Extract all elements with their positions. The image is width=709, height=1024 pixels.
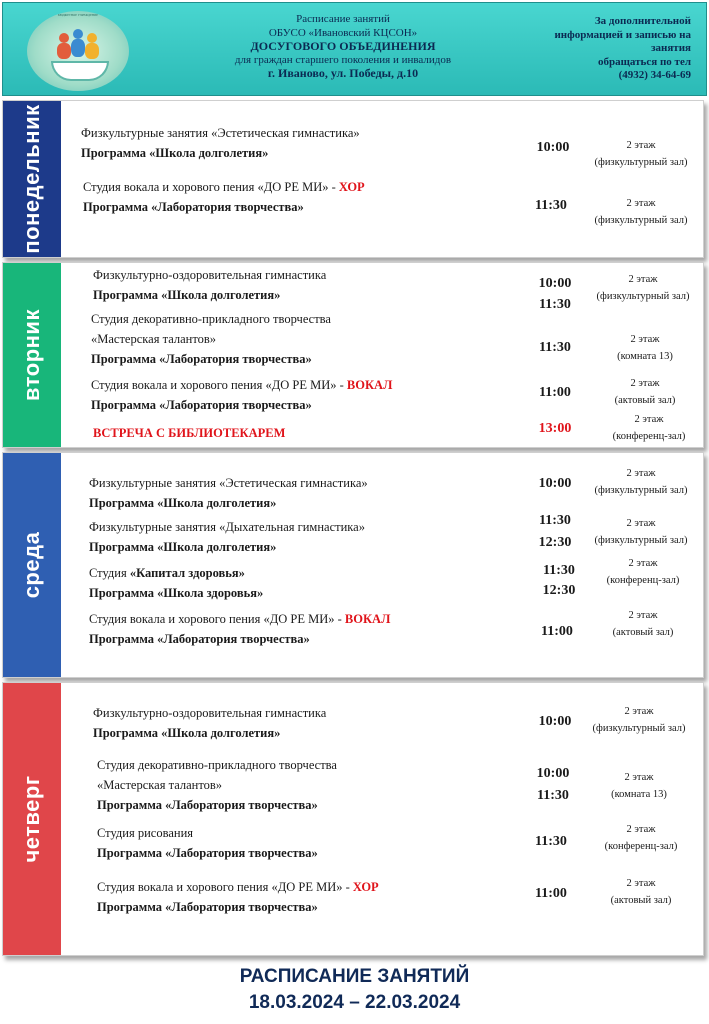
hands-icon bbox=[51, 61, 109, 81]
activity-title: Студия декоративно-прикладного творчества bbox=[91, 312, 331, 326]
activity-program: Программа «Лаборатория творчества» bbox=[91, 398, 312, 412]
activity-title: Студия рисования bbox=[97, 826, 194, 840]
org-line: ОБУСО «Ивановский КЦСОН» bbox=[268, 26, 418, 39]
location-floor: 2 этаж bbox=[626, 824, 656, 835]
schedule-title: РАСПИСАНИЕ ЗАНЯТИЙ bbox=[239, 966, 470, 987]
org-line: Расписание занятий bbox=[296, 13, 390, 25]
activity-time: 11:30 bbox=[539, 340, 571, 355]
activity-item bbox=[97, 877, 379, 917]
location-room: (физкультурный зал) bbox=[594, 485, 688, 496]
schedule-footer bbox=[0, 964, 709, 1016]
activity-item bbox=[93, 265, 326, 305]
activity-time: 12:30 bbox=[542, 583, 576, 598]
activity-location bbox=[585, 375, 705, 409]
activity-item bbox=[89, 517, 365, 557]
activity-location bbox=[579, 703, 699, 737]
activity-location bbox=[589, 411, 709, 445]
location-room: (комната 13) bbox=[617, 351, 673, 362]
kcson-logo bbox=[27, 11, 129, 91]
activity-time: 11:30 bbox=[535, 198, 567, 213]
activity-program: Программа «Школа долголетия» bbox=[93, 288, 281, 302]
location-floor: 2 этаж bbox=[626, 878, 656, 889]
location-floor: 2 этаж bbox=[624, 772, 654, 783]
activity-location bbox=[579, 769, 699, 803]
activity-location bbox=[581, 465, 701, 499]
day-panel-tuesday bbox=[2, 262, 704, 448]
contact-line: занятия bbox=[651, 42, 691, 54]
contact-line: За дополнительной bbox=[594, 15, 691, 27]
activity-program: Программа «Лаборатория творчества» bbox=[97, 798, 318, 812]
location-floor: 2 этаж bbox=[628, 610, 658, 621]
location-room: (актовый зал) bbox=[614, 395, 676, 406]
activity-title: Физкультурно-оздоровительная гимнастика bbox=[93, 706, 327, 720]
activity-title: Физкультурные занятия «Эстетическая гимнастика» bbox=[89, 476, 368, 490]
activity-time: 11:30 bbox=[539, 297, 571, 312]
activity-program: Программа «Лаборатория творчества» bbox=[97, 846, 318, 860]
activity-title: Студия вокала и хорового пения «ДО РЕ МИ» - bbox=[83, 180, 339, 194]
activity-item bbox=[97, 755, 337, 815]
activity-subtitle: «Мастерская талантов» bbox=[97, 778, 223, 792]
day-label: вторник bbox=[19, 309, 44, 401]
location-room: (конференц-зал) bbox=[604, 841, 678, 852]
activity-item bbox=[89, 473, 368, 513]
activity-time: 13:00 bbox=[538, 421, 572, 436]
contact-line: обращаться по тел bbox=[598, 55, 691, 68]
location-floor: 2 этаж bbox=[630, 334, 660, 345]
activity-program: Программа «Школа долголетия» bbox=[89, 540, 277, 554]
activity-time: 11:00 bbox=[539, 385, 571, 400]
activity-title: Студия вокала и хорового пения «ДО РЕ МИ» - bbox=[97, 880, 353, 894]
activity-time: 11:30 bbox=[535, 834, 567, 849]
activity-time: 10:00 bbox=[538, 714, 572, 729]
activity-tag: ВОКАЛ bbox=[346, 378, 393, 392]
activity-location bbox=[583, 607, 703, 641]
org-address: г. Иваново, ул. Победы, д.10 bbox=[267, 66, 419, 80]
location-room: (физкультурный зал) bbox=[594, 535, 688, 546]
day-panel-thursday bbox=[2, 682, 704, 956]
location-room: (физкультурный зал) bbox=[594, 157, 688, 168]
activity-item bbox=[89, 609, 390, 649]
activity-location bbox=[583, 555, 703, 589]
activity-item bbox=[91, 375, 392, 415]
activity-time: 10:00 bbox=[538, 276, 572, 291]
location-floor: 2 этаж bbox=[624, 706, 654, 717]
activity-program: Программа «Лаборатория творчества» bbox=[83, 200, 304, 214]
activity-program: Программа «Лаборатория творчества» bbox=[97, 900, 318, 914]
activity-item bbox=[91, 309, 331, 369]
org-line: ДОСУГОВОГО ОБЪЕДИНЕНИЯ bbox=[250, 39, 436, 53]
activity-location bbox=[581, 875, 701, 909]
day-label: среда bbox=[19, 531, 44, 599]
activity-title: Студия bbox=[89, 566, 130, 580]
activity-subtitle: «Мастерская талантов» bbox=[91, 332, 217, 346]
activity-location bbox=[585, 331, 705, 365]
org-line: для граждан старшего поколения и инвалидов bbox=[234, 53, 452, 66]
day-tab-wednesday bbox=[3, 453, 61, 677]
location-room: (физкультурный зал) bbox=[596, 291, 690, 302]
activity-time: 11:30 bbox=[543, 563, 575, 578]
organization-info bbox=[193, 13, 493, 81]
activity-time: 11:30 bbox=[537, 788, 569, 803]
activity-program: Программа «Лаборатория творчества» bbox=[89, 632, 310, 646]
location-floor: 2 этаж bbox=[628, 274, 658, 285]
contact-info bbox=[523, 15, 691, 83]
activity-time: 11:00 bbox=[541, 624, 573, 639]
activity-program: Программа «Школа здоровья» bbox=[89, 586, 264, 600]
activity-program: Программа «Лаборатория творчества» bbox=[91, 352, 312, 366]
activity-title: Физкультурные занятия «Эстетическая гимнастика» bbox=[81, 126, 360, 140]
activity-item bbox=[97, 823, 318, 863]
activity-studio-name: «Капитал здоровья» bbox=[129, 566, 245, 580]
location-room: (актовый зал) bbox=[610, 895, 672, 906]
location-floor: 2 этаж bbox=[630, 378, 660, 389]
activity-item bbox=[81, 123, 360, 163]
contact-line: информацией и записью на bbox=[554, 28, 691, 41]
activity-time: 11:30 bbox=[539, 513, 571, 528]
location-floor: 2 этаж bbox=[628, 558, 658, 569]
activity-location bbox=[581, 821, 701, 855]
activity-item bbox=[89, 563, 263, 603]
activity-time: 10:00 bbox=[538, 476, 572, 491]
activity-tag: ХОР bbox=[352, 880, 379, 894]
logo-text: БЮДЖЕТНОЕ УЧРЕЖДЕНИЕ bbox=[57, 13, 99, 17]
day-tab-thursday bbox=[3, 683, 61, 955]
location-room: (физкультурный зал) bbox=[592, 723, 686, 734]
activity-item bbox=[93, 703, 326, 743]
location-room: (конференц-зал) bbox=[612, 431, 686, 442]
day-panel-monday bbox=[2, 100, 704, 258]
day-tab-tuesday bbox=[3, 263, 61, 447]
location-floor: 2 этаж bbox=[626, 198, 656, 209]
activity-time: 10:00 bbox=[536, 140, 570, 155]
activity-location bbox=[583, 271, 703, 305]
activity-time: 12:30 bbox=[538, 535, 572, 550]
activity-time: 10:00 bbox=[536, 766, 570, 781]
location-room: (актовый зал) bbox=[612, 627, 674, 638]
location-room: (комната 13) bbox=[611, 789, 667, 800]
activity-program: Программа «Школа долголетия» bbox=[81, 146, 269, 160]
activity-title: Студия вокала и хорового пения «ДО РЕ МИ» - bbox=[91, 378, 347, 392]
activity-item bbox=[83, 177, 365, 217]
activity-location bbox=[581, 195, 701, 229]
location-floor: 2 этаж bbox=[626, 140, 656, 151]
day-panel-wednesday bbox=[2, 452, 704, 678]
day-label: четверг bbox=[19, 775, 44, 863]
activity-title: Студия вокала и хорового пения «ДО РЕ МИ» - bbox=[89, 612, 345, 626]
activity-tag: ХОР bbox=[338, 180, 365, 194]
contact-phone: (4932) 34-64-69 bbox=[618, 69, 691, 81]
activity-time: 11:00 bbox=[535, 886, 567, 901]
activity-title: Студия декоративно-прикладного творчества bbox=[97, 758, 337, 772]
day-tab-monday bbox=[3, 101, 61, 257]
activity-location bbox=[581, 515, 701, 549]
location-floor: 2 этаж bbox=[634, 414, 664, 425]
schedule-dates: 18.03.2024 – 22.03.2024 bbox=[248, 992, 461, 1013]
activity-tag: ВОКАЛ bbox=[344, 612, 391, 626]
location-room: (физкультурный зал) bbox=[594, 215, 688, 226]
activity-title: Физкультурные занятия «Дыхательная гимнастика» bbox=[89, 520, 365, 534]
special-event: ВСТРЕЧА С БИБЛИОТЕКАРЕМ bbox=[93, 426, 286, 440]
location-floor: 2 этаж bbox=[626, 468, 656, 479]
header-banner bbox=[2, 2, 707, 96]
day-label: понедельник bbox=[19, 104, 44, 254]
activity-location bbox=[581, 137, 701, 171]
activity-program: Программа «Школа долголетия» bbox=[89, 496, 277, 510]
location-floor: 2 этаж bbox=[626, 518, 656, 529]
activity-program: Программа «Школа долголетия» bbox=[93, 726, 281, 740]
location-room: (конференц-зал) bbox=[606, 575, 680, 586]
activity-title: Физкультурно-оздоровительная гимнастика bbox=[93, 268, 327, 282]
